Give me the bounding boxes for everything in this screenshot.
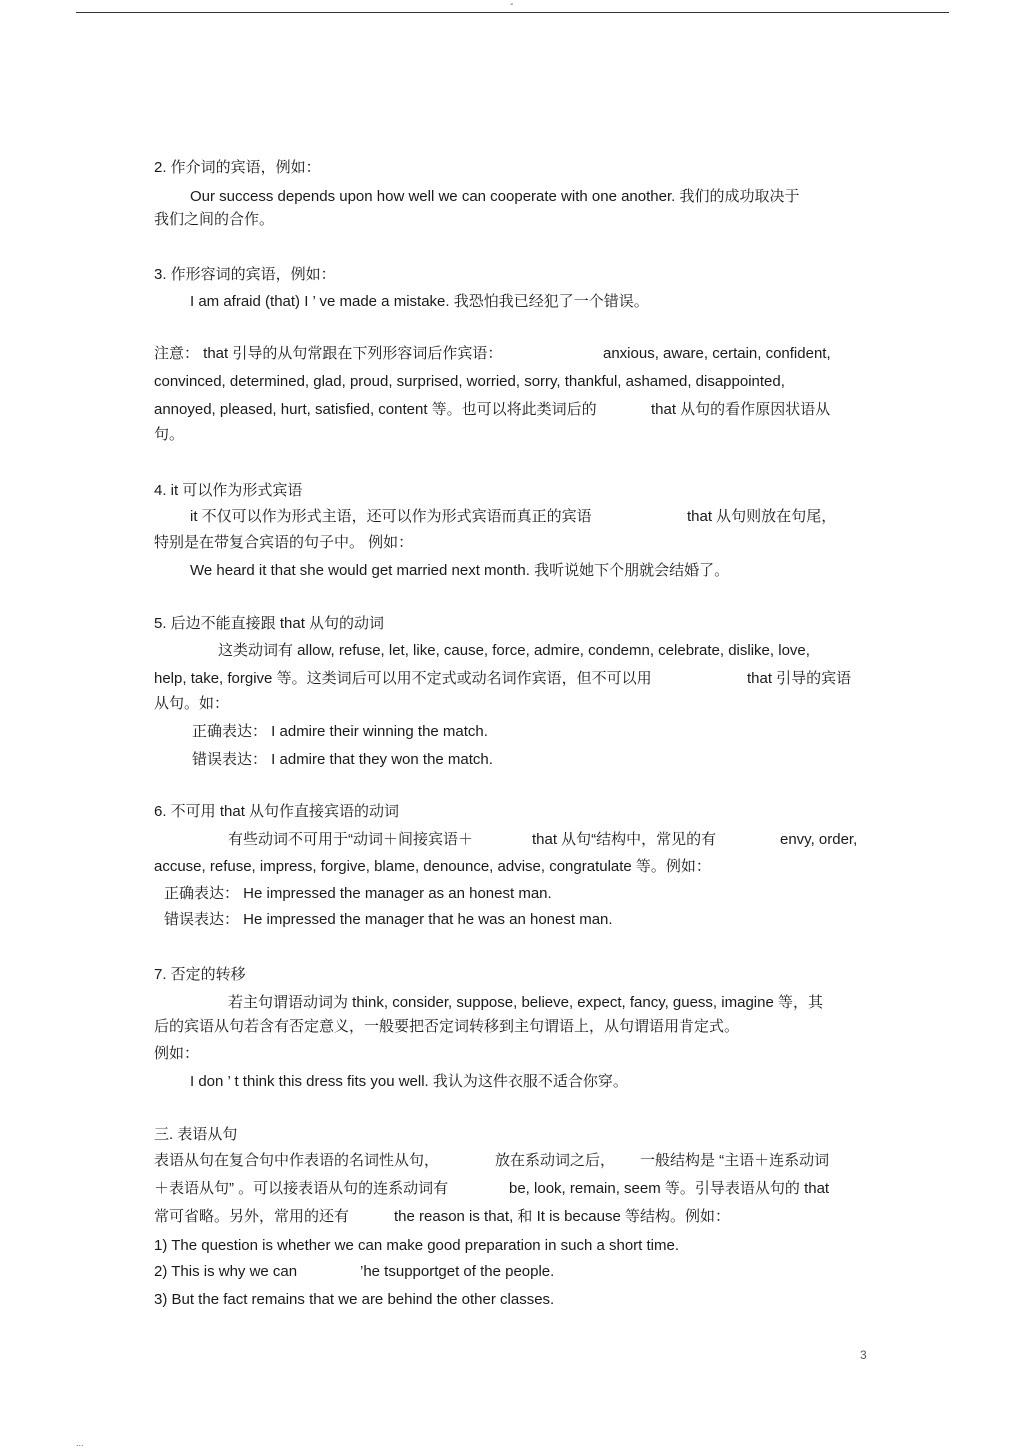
paragraph-line: 从句。如： — [154, 695, 230, 712]
paragraph-line: 我们之间的合作。 — [154, 211, 275, 228]
paragraph-line: ＋表语从句” 。可以接表语从句的连系动词有 — [154, 1180, 449, 1197]
paragraph-line: convinced, determined, glad, proud, surprised, worried, sorry, thankful, ashamed, disappointed, — [154, 373, 785, 390]
paragraph-line: 注意： that 引导的从句常跟在下列形容词后作宾语： — [154, 345, 503, 362]
paragraph-line: 例如： — [154, 1045, 200, 1062]
header-mark: - — [510, 0, 514, 10]
page-number: 3 — [860, 1348, 867, 1362]
paragraph-line: it 不仅可以作为形式主语，还可以作为形式宾语而真正的宾语 — [190, 508, 592, 525]
paragraph-line: 有些动词不可用于“动词＋间接宾语＋ — [228, 831, 473, 848]
paragraph-line: 放在系动词之后， — [495, 1152, 616, 1169]
list-item: 1) The question is whether we can make good preparation in such a short time. — [154, 1237, 680, 1254]
paragraph-line: 后的宾语从句若含有否定意义，一般要把否定词转移到主句谓语上，从句谓语用肯定式。 — [154, 1018, 740, 1035]
paragraph-line: 句。 — [154, 426, 185, 443]
paragraph-line: that 从句“结构中，常见的有 — [532, 831, 717, 848]
paragraph-line: accuse, refuse, impress, forgive, blame, denounce, advise, congratulate 等。例如： — [154, 858, 711, 875]
paragraph-line: the reason is that, 和 It is because 等结构。例如： — [394, 1208, 730, 1225]
example-incorrect: 错误表达： I admire that they won the match. — [192, 751, 493, 768]
header-rule — [76, 12, 949, 13]
paragraph-line: 若主句谓语动词为 think, consider, suppose, believe, expect, fancy, guess, imagine 等，其 — [228, 994, 823, 1011]
section-heading: 5. 后边不能直接跟 that 从句的动词 — [154, 615, 385, 632]
paragraph-line: annoyed, pleased, hurt, satisfied, content 等。也可以将此类词后的 — [154, 401, 597, 418]
paragraph-line: anxious, aware, certain, confident, — [603, 345, 831, 362]
section-heading: 2. 作介词的宾语，例如： — [154, 159, 321, 176]
paragraph-line: that 从句则放在句尾， — [687, 508, 837, 525]
example-incorrect: 错误表达： He impressed the manager that he was an honest man. — [164, 911, 613, 928]
paragraph-line: that 引导的宾语 — [747, 670, 852, 687]
section-heading: 4. it 可以作为形式宾语 — [154, 482, 303, 499]
section-heading: 3. 作形容词的宾语，例如： — [154, 266, 336, 283]
paragraph-line: Our success depends upon how well we can cooperate with one another. 我们的成功取决于 — [190, 188, 800, 205]
example-correct: 正确表达： He impressed the manager as an honest man. — [164, 885, 552, 902]
list-item-continuation: ’he tsupportget of the people. — [360, 1263, 555, 1280]
paragraph-line: envy, order, — [780, 831, 858, 848]
paragraph-line: I am afraid (that) I ’ ve made a mistake. 我恐怕我已经犯了一个错误。 — [190, 293, 649, 310]
paragraph-line: 特别是在带复合宾语的句子中。 例如： — [154, 534, 414, 551]
paragraph-line: 这类动词有 allow, refuse, let, like, cause, force, admire, condemn, celebrate, dislike, love, — [218, 642, 810, 659]
section-heading: 三. 表语从句 — [154, 1126, 238, 1143]
paragraph-line: that 从句的看作原因状语从 — [651, 401, 831, 418]
section-heading: 7. 否定的转移 — [154, 966, 246, 983]
paragraph-line: 表语从句在复合句中作表语的名词性从句， — [154, 1152, 440, 1169]
paragraph-line: be, look, remain, seem 等。引导表语从句的 that — [509, 1180, 830, 1197]
paragraph-line: 一般结构是 “主语＋连系动词 — [640, 1152, 830, 1169]
paragraph-line: I don ’ t think this dress fits you well. 我认为这件衣服不适合你穿。 — [190, 1073, 628, 1090]
section-heading: 6. 不可用 that 从句作直接宾语的动词 — [154, 803, 400, 820]
footer-mark: ... — [76, 1438, 84, 1448]
list-item: 2) This is why we can — [154, 1263, 298, 1280]
example-correct: 正确表达： I admire their winning the match. — [192, 723, 488, 740]
paragraph-line: 常可省略。另外，常用的还有 — [154, 1208, 350, 1225]
paragraph-line: help, take, forgive 等。这类词后可以用不定式或动名词作宾语，但不可以用 — [154, 670, 652, 687]
paragraph-line: We heard it that she would get married next month. 我听说她下个朋就会结婚了。 — [190, 562, 730, 579]
list-item: 3) But the fact remains that we are behind the other classes. — [154, 1291, 555, 1308]
